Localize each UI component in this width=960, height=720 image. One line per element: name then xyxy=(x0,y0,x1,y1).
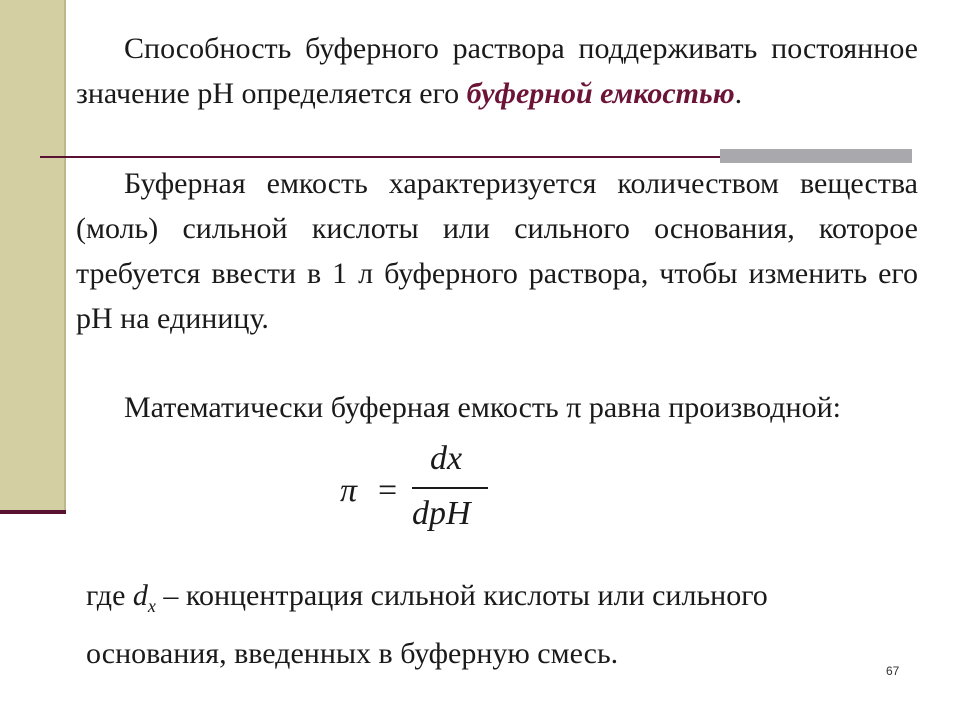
intro-end: . xyxy=(734,77,743,110)
intro-text: Способность буферного раствора поддерживать постоянное значение рН определяется его xyxy=(76,32,918,110)
footnote-prefix: где xyxy=(86,579,133,612)
math-paragraph xyxy=(76,385,918,430)
intro-paragraph xyxy=(76,26,918,116)
formula-lhs: π xyxy=(340,472,358,509)
formula-denominator: dpH xyxy=(412,495,471,532)
footnote-paragraph xyxy=(86,572,906,678)
capacity-text: Буферная емкость характеризуется количеством вещества (моль) сильной кислоты или сильного основания, которое требуется ввести в 1 л буферного раствора, чтобы изменить его рН на единицу. xyxy=(76,167,918,335)
math-text: Математически буферная емкость π равна производной: xyxy=(124,391,841,424)
page-number: 67 xyxy=(886,664,900,678)
formula-equals: = xyxy=(378,472,398,509)
formula-numerator: dx xyxy=(430,440,463,477)
footnote-sub: x xyxy=(147,596,156,616)
sidebar-bottom-rule xyxy=(0,510,66,514)
footnote-var: d xyxy=(132,579,148,612)
capacity-paragraph xyxy=(76,161,918,341)
footnote-rest: – концентрация сильной кислоты или сильного основания, введенных в буферную смесь. xyxy=(86,579,768,670)
sidebar-decoration xyxy=(0,0,66,512)
intro-emphasis: буферной емкостью xyxy=(466,77,735,110)
capacity-formula xyxy=(340,440,510,540)
fraction-bar xyxy=(412,487,488,489)
